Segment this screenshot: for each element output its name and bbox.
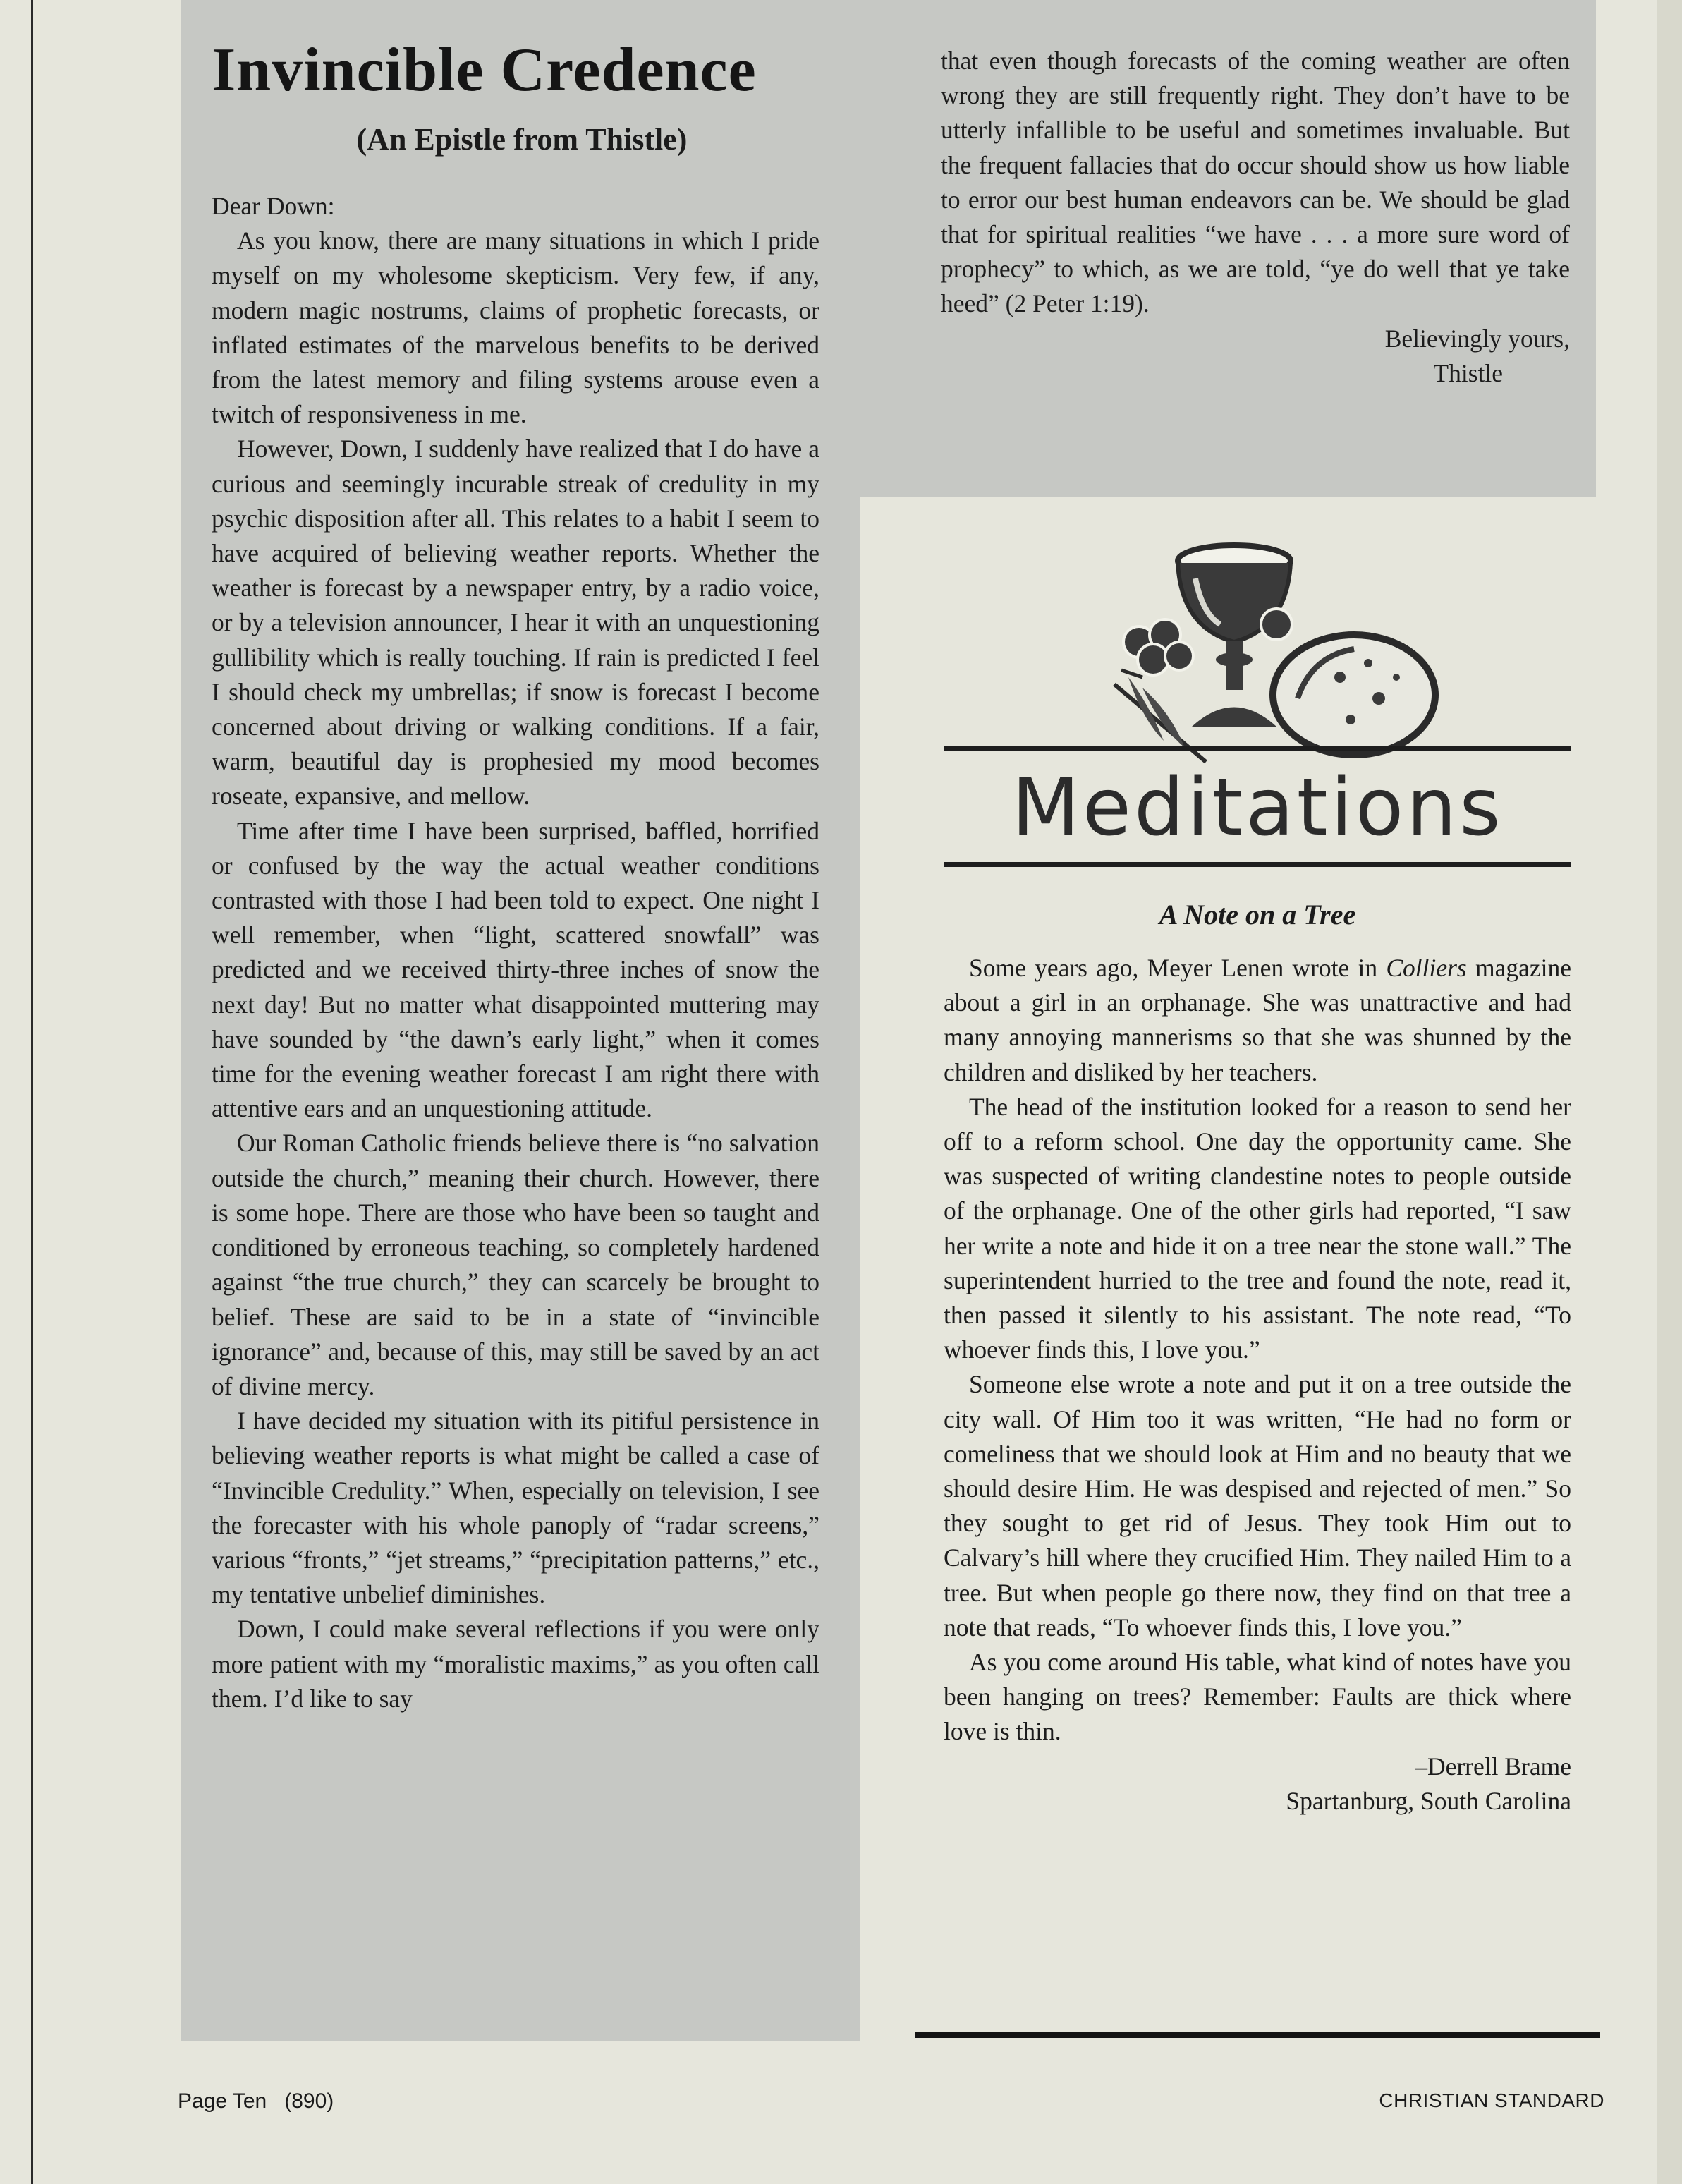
- article-paragraph: Time after time I have been surprised, baffled, horrified or confused by the way the actual weather conditions contrasted with those I had been told to expect. One night I well remember, when “light, scattered snowfall” was predicted and we received thirty-three inches of snow the next day! But no matter what disappointed muttering may have sounded by “the dawn’s early light,” when it comes time for the evening weather forecast I am right there with attentive ears and an unquestioning attitude.: [212, 816, 819, 1123]
- paragraph-text: Some years ago, Meyer Lenen wrote in: [969, 954, 1387, 982]
- meditation-column: [944, 951, 1571, 1819]
- meditation-paragraph: The head of the institution looked for a reason to send her off to a reform school. One day the opportunity came. She was suspected of writing clandestine notes to people outside of the orphanage. One of the other girls had reported, “I saw her write a note and hide it on a tree near the stone wall.” The superintendent hurried to the tree and found the note, read it, then passed it silently to his assistant. The note read, “To whoever finds this, I love you.”: [944, 1092, 1571, 1364]
- meditation-paragraph: As you come around His table, what kind of notes have you been hanging on trees? Remember: Faults are thick where love is thin.: [944, 1648, 1571, 1746]
- meditation-bottom-rule: [915, 2032, 1600, 2038]
- binding-edge-line: [31, 0, 33, 2184]
- article-right-continuation: [941, 44, 1570, 391]
- article-paragraph: As you know, there are many situations in which I pride myself on my wholesome skepticism. Very few, if any, modern magic nostrums, claims of prophetic forecasts, or inflated estimates of the marvelous benefits to be derived from the latest memory and filing systems arouse even a twitch of responsiveness in me.: [212, 226, 819, 429]
- author: –Derrell Brame: [1415, 1752, 1571, 1780]
- author-location: Spartanburg, South Carolina: [1286, 1786, 1571, 1815]
- article-title: Invincible Credence: [212, 36, 757, 104]
- article-paragraph: Down, I could make several reflections if you were only more patient with my “moralistic maxims,” as you often call them. I’d like to say: [212, 1615, 819, 1713]
- communion-cup-bread-grapes-wheat-icon: [1100, 536, 1439, 776]
- meditations-heading: Meditations: [1011, 762, 1504, 854]
- article-left-column: [212, 189, 819, 1716]
- closing: Believingly yours,: [1384, 324, 1570, 353]
- magazine-name: Colliers: [1386, 954, 1467, 982]
- top-rule: [944, 746, 1571, 751]
- meditation-paragraph: Someone else wrote a note and put it on a tree outside the city wall. Of Him too it was written, “He had no form or comeliness that we should look at Him and no beauty that we should desire Him. He was despised and rejected of men.” So they sought to get rid of Jesus. They took Him out to Calvary’s hill where they crucified Him. They nailed Him to a tree. But when people go there now, they find on that tree a note that reads, “To whoever finds this, I love you.”: [944, 1370, 1571, 1642]
- article-paragraph-continued: that even though forecasts of the coming weather are often wrong they are still frequently right. They don’t have to be utterly infallible to be useful and sometimes invaluable. But the frequent fallacies that do occur should show us how liable to error our best human endeavors can be. We should be glad that for spiritual realities “we have . . . a more sure word of prophecy” to which, as we are told, “ye do well that ye take heed” (2 Peter 1:19).: [941, 47, 1570, 318]
- article-paragraph: I have decided my situation with its pitiful persistence in believing weather reports is what might be called a case of “Invincible Credulity.” When, especially on television, I see the forecaster with his whole panoply of “radar screens,” various “fronts,” “jet streams,” “precipitation patterns,” etc., my tentative unbelief diminishes.: [212, 1407, 819, 1609]
- article-paragraph: Our Roman Catholic friends believe there is “no salvation outside the church,” meaning their church. However, there is some hope. There are those who have been so taught and conditioned by erroneous teaching, so completely hardened against “the true church,” they can scarcely be brought to belief. These are said to be in a state of “invincible ignorance” and, because of this, may still be saved by an act of divine mercy.: [212, 1129, 819, 1400]
- paragraph-text: magazine about a girl in an orphanage. She was unattractive and had many annoying mannerisms so that she was shunned by the children and disliked by her teachers.: [944, 954, 1571, 1086]
- article-subtitle: (An Epistle from Thistle): [356, 122, 688, 157]
- meditation-title: A Note on a Tree: [1159, 899, 1356, 930]
- bottom-rule: [944, 862, 1571, 867]
- page-number: Page Ten (890): [178, 2089, 334, 2113]
- meditation-paragraph: [944, 951, 1571, 1090]
- article-paragraph: However, Down, I suddenly have realized that I do have a curious and seemingly incurable streak of credulity in my psychic disposition after all. This relates to a habit I seem to have acquired of believing weather reports. Whether the weather is forecast by a newspaper entry, by a radio voice, or by a television announcer, I hear it with an unquestioning gullibility which is really touching. If rain is predicted I feel I should check my umbrellas; if snow is forecast I become concerned about driving or walking conditions. If a fair, warm, beautiful day is prophesied my mood becomes roseate, expansive, and mellow.: [212, 435, 819, 811]
- signature: Thistle: [1433, 358, 1503, 387]
- salutation: Dear Down:: [212, 192, 335, 220]
- publication-name: CHRISTIAN STANDARD: [1379, 2089, 1604, 2111]
- page-edge-shadow: [1657, 0, 1682, 2184]
